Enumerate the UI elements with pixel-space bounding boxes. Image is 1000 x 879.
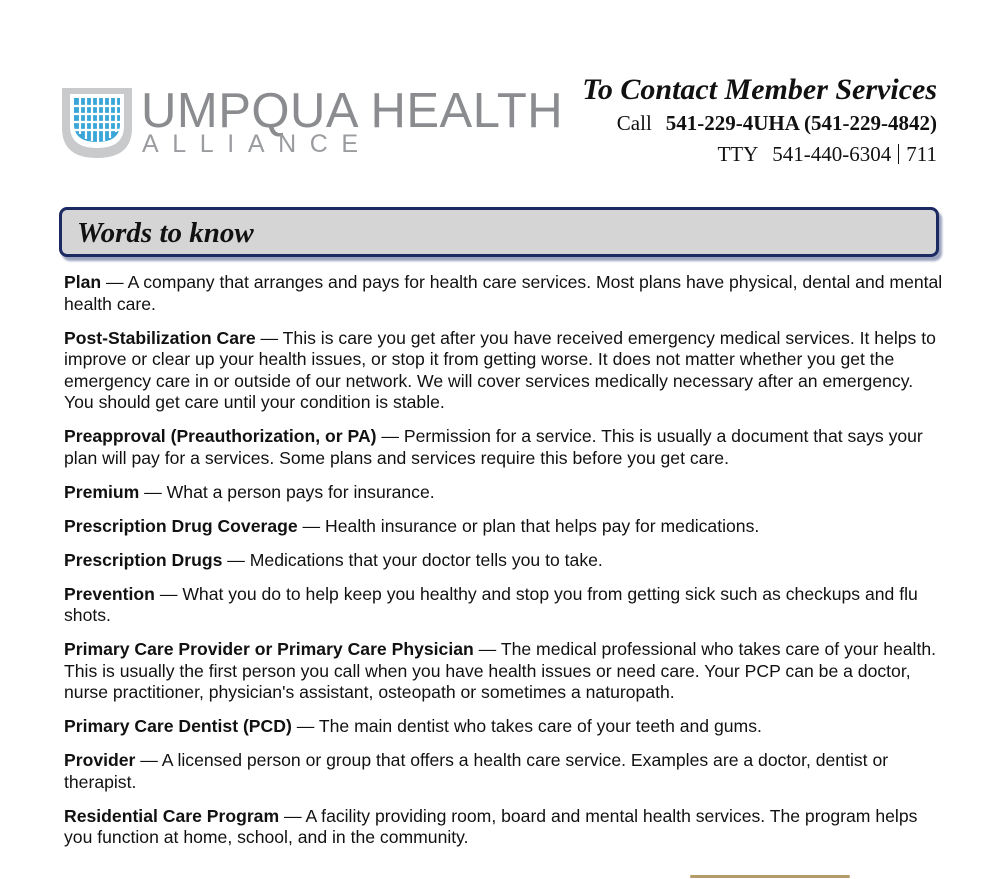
glossary-term: Prescription Drug Coverage	[64, 515, 298, 536]
glossary-entry: Primary Care Dentist (PCD) — The main dentist who takes care of your teeth and gums.	[64, 716, 762, 736]
glossary-term: Provider	[64, 750, 136, 770]
tty-relay-number[interactable]: 711	[906, 142, 937, 166]
glossary-definition: Health insurance or plan that helps pay for medications.	[325, 515, 760, 536]
call-number[interactable]: 541-229-4UHA (541-229-4842)	[665, 111, 937, 135]
glossary-definition: Medications that your doctor tells you to take.	[249, 549, 603, 570]
glossary-term: Primary Care Provider or Primary Care Physician	[64, 639, 474, 659]
glossary-term: Post-Stabilization Care	[64, 327, 256, 348]
glossary-term: Prescription Drugs	[64, 549, 223, 570]
glossary-definition: What you do to help keep you healthy and stop you from getting sick such as checkups and flu shots.	[64, 583, 918, 625]
glossary-entry: Preapproval (Preauthorization, or PA) — Permission for a service. This is usually a document that says your plan will pay for a services. Some plans and services require this before you get care.	[64, 426, 923, 468]
glossary-term: Primary Care Dentist (PCD)	[64, 716, 292, 736]
glossary-term: Prevention	[64, 583, 155, 604]
call-line	[582, 108, 937, 139]
section-banner	[59, 207, 939, 257]
umpqua-health-logo	[58, 84, 564, 162]
glossary-definition: A licensed person or group that offers a health care service. Examples are a doctor, dentist or therapist.	[64, 750, 889, 792]
glossary-definition: The medical professional who takes care of your health. This is usually the first person you call when you have health issues or need care. Your PCP can be a doctor, nurse practitioner, physician's assistant, osteopath or sometimes a naturopath.	[64, 639, 937, 702]
glossary-definition: Permission for a service. This is usually a document that says your plan will pay for a services. Some plans and services require this before you get care.	[64, 426, 923, 468]
call-label: Call	[616, 111, 652, 135]
divider	[898, 144, 899, 164]
glossary-entry: Provider — A licensed person or group that offers a health care service. Examples are a doctor, dentist or therapist.	[64, 750, 889, 792]
logo-subtitle: ALLIANCE	[142, 130, 372, 158]
glossary-entry: Residential Care Program — A facility providing room, board and mental health services. The program helps you function at home, school, and in the community.	[64, 805, 918, 847]
glossary-definition: This is care you get after you have received emergency medical services. It helps to improve or clear up your health issues, or stop it from getting worse. It does not matter whether you get the emergency care in or outside of our network. We will cover services medically necessary after an emergency. You should get care until your condition is stable.	[64, 327, 936, 412]
glossary-list	[64, 272, 944, 861]
glossary-definition: A company that arranges and pays for health care services. Most plans have physical, dental and mental health care.	[64, 272, 943, 314]
glossary-entry: Post-Stabilization Care — This is care you get after you have received emergency medical services. It helps to improve or clear up your health issues, or stop it from getting worse. It does not matter whether you get the emergency care in or outside of our network. We will cover services medically necessary after an emergency. You should get care until your condition is stable.	[64, 327, 936, 412]
logo-wordmark: UMPQUA HEALTH	[141, 84, 564, 138]
tty-number[interactable]: 541-440-6304	[772, 142, 892, 166]
member-services-contact	[582, 72, 937, 170]
glossary-term: Residential Care Program	[64, 805, 280, 826]
glossary-entry: Prescription Drugs — Medications that your doctor tells you to take.	[64, 549, 603, 570]
glossary-definition: What a person pays for insurance.	[166, 481, 435, 502]
glossary-entry: Prescription Drug Coverage — Health insurance or plan that helps pay for medications.	[64, 515, 760, 536]
glossary-entry: Premium — What a person pays for insurance.	[64, 481, 435, 502]
glossary-entry: Primary Care Provider or Primary Care Physician — The medical professional who takes care of your health. This is usually the first person you call when you have health issues or need care. Your PCP can be a doctor, nurse practitioner, physician's assistant, osteopath or sometimes a naturopath.	[64, 639, 937, 702]
tty-label: TTY	[717, 142, 759, 166]
tty-line	[582, 139, 937, 170]
glossary-definition: A facility providing room, board and mental health services. The program helps you function at home, school, and in the community.	[64, 805, 918, 847]
glossary-term: Preapproval (Preauthorization, or PA)	[64, 426, 377, 446]
glossary-definition: The main dentist who takes care of your teeth and gums.	[318, 716, 762, 736]
decorative-divider	[690, 875, 850, 878]
section-title: Words to know	[77, 217, 254, 249]
glossary-entry: Prevention — What you do to help keep you healthy and stop you from getting sick such as checkups and flu shots.	[64, 583, 918, 625]
glossary-entry: Plan — A company that arranges and pays for health care services. Most plans have physical, dental and mental health care.	[64, 272, 943, 314]
glossary-term: Plan	[64, 272, 102, 292]
logo-emblem-icon	[58, 84, 138, 162]
glossary-term: Premium	[64, 481, 140, 502]
contact-title: To Contact Member Services	[582, 73, 937, 106]
